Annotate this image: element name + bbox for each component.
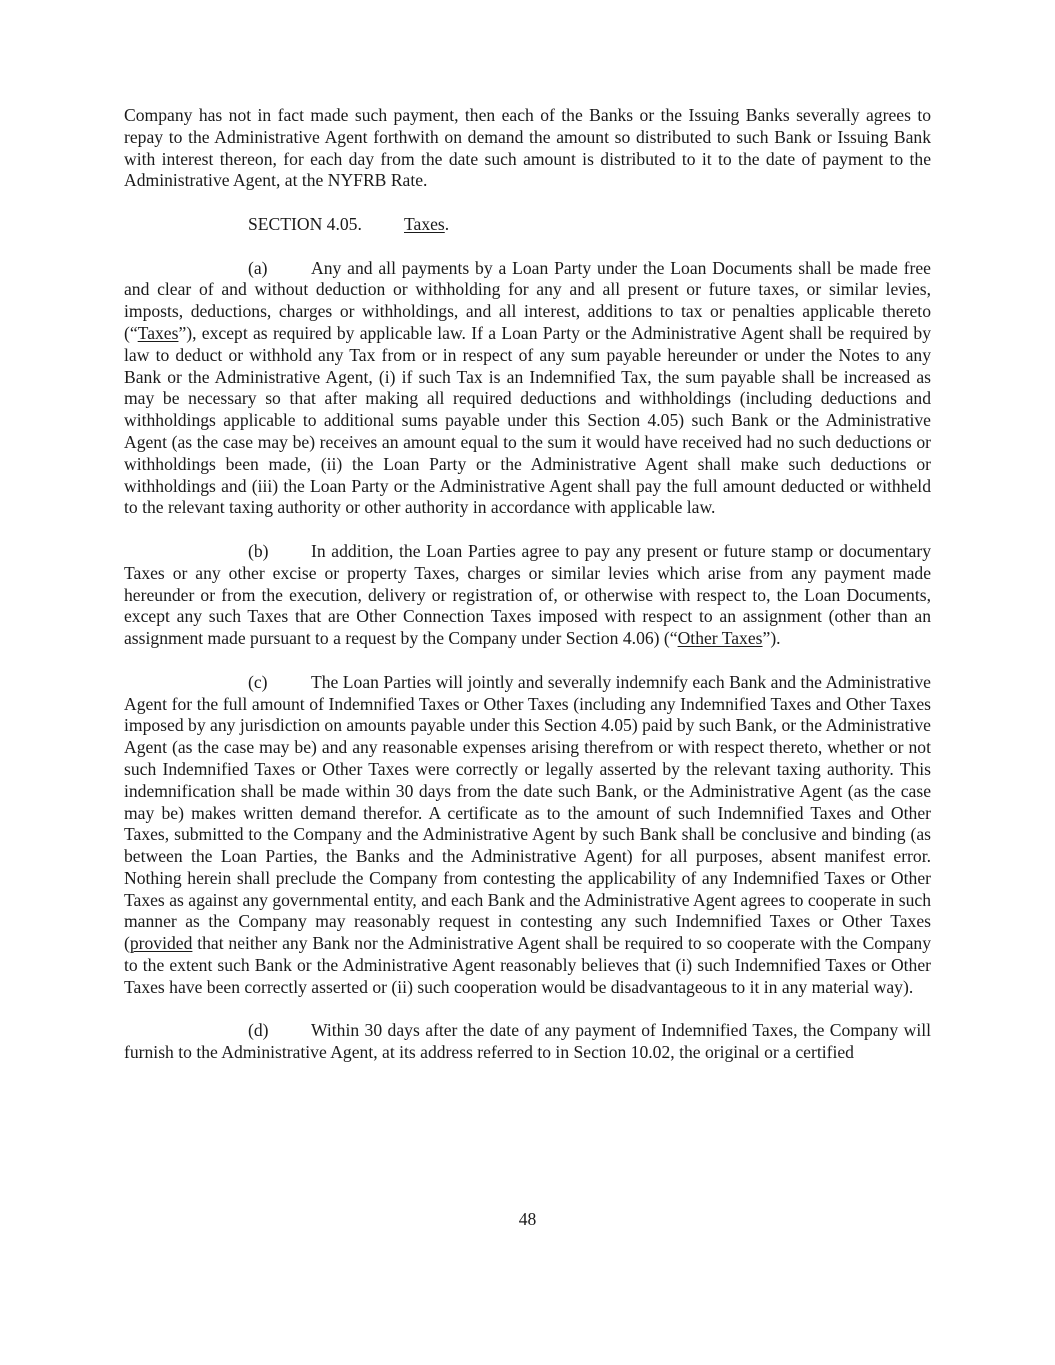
section-number: SECTION 4.05.: [248, 213, 362, 234]
page-number: 48: [518, 1209, 537, 1229]
paragraph-a: [124, 258, 931, 520]
paragraph-c-text-1: The Loan Parties will jointly and severally indemnify each Bank and the Administrative Agent for the full amount of Indemnified Taxes or Other Taxes (including any Indemnified Taxes and Other Taxes imposed by any jurisdiction on amounts payable under this Section 4.05) paid by such Bank, or the Administrative Agent (as the case may be) and any reasonable expenses arising therefrom or with respect thereto, whether or not such Indemnified Taxes or Other Taxes were correctly or legally asserted by the relevant taxing authority. This indemnification shall be made within 30 days from the date such Bank, or the Administrative Agent (as the case may be) makes written demand therefor. A certificate as to the amount of such Indemnified Taxes and Other Taxes, submitted to the Company and the Administrative Agent by such Bank shall be conclusive and binding (as between the Loan Parties, the Banks and the Administrative Agent) for all purposes, absent manifest error. Nothing herein shall preclude the Company from contesting the applicability of any Indemnified Taxes or Other Taxes as against any governmental entity, and each Bank and the Administrative Agent agrees to cooperate in such manner as the Company may reasonably request in contesting any such Indemnified Taxes or Other Taxes (: [124, 671, 931, 954]
opening-paragraph: Company has not in fact made such payment, then each of the Banks or the Issuing Banks severally agrees to repay to the Administrative Agent forthwith on demand the amount so distributed to such Bank or Issuing Bank with interest thereon, for each day from the date such amount is distributed to it to the date of payment to the Administrative Agent, at the NYFRB Rate.: [124, 105, 931, 191]
underlined-provided: provided: [129, 933, 193, 954]
defined-term-other-taxes: Other Taxes: [677, 628, 763, 649]
paragraph-c: [124, 672, 931, 999]
paragraph-d-text-1: Within 30 days after the date of any payment of Indemnified Taxes, the Company will furnish to the Administrative Agent, at its address referred to in Section 10.02, the original or a certified: [124, 1020, 931, 1063]
section-heading: [248, 214, 931, 236]
defined-term-taxes: Taxes: [137, 322, 179, 343]
paragraph-b-text-2: ”).: [762, 628, 781, 649]
paragraph-c-text-2: that neither any Bank nor the Administrative Agent shall be required to so cooperate with the Company to the extent such Bank or the Administrative Agent reasonably believes that (i) such Indemnified Taxes or Other Taxes have been correctly asserted or (ii) such cooperation would be disadvantageous to it in any material way).: [124, 933, 931, 997]
paragraph-a-text-2: ”), except as required by applicable law. If a Loan Party or the Administrative Agent shall be required by law to deduct or withhold any Tax from or in respect of any sum payable hereunder or under the Notes to any Bank or the Administrative Agent, (i) if such Tax is an Indemnified Tax, the sum payable shall be increased as may be necessary so that after making all required deductions and withholdings (including deductions and withholdings applicable to additional sums payable under this Section 4.05) such Bank or the Administrative Agent (as the case may be) receives an amount equal to the sum it would have received had no such deductions or withholdings been made, (ii) the Loan Party or the Administrative Agent shall make such deductions or withholdings and (iii) the Loan Party or the Administrative Agent shall pay the full amount deducted or withheld to the relevant taxing authority or other authority in accordance with applicable law.: [124, 322, 931, 518]
paragraph-b-label: (b): [248, 540, 269, 561]
paragraph-a-text-1: Any and all payments by a Loan Party under the Loan Documents shall be made free and clear of and without deduction or withholding for any and all present or future taxes, or similar levies, imposts, deductions, charges or withholdings, and all interest, additions to tax or penalties applicable thereto (“: [124, 257, 931, 343]
paragraph-c-label: (c): [248, 671, 268, 692]
paragraph-b: [124, 541, 931, 650]
paragraph-a-label: (a): [248, 257, 268, 278]
paragraph-d: [124, 1020, 931, 1064]
paragraph-b-text-1: In addition, the Loan Parties agree to pay any present or future stamp or documentary Taxes or any other excise or property Taxes, charges or similar levies which arise from any payment made hereunder or from the execution, delivery or registration of, or otherwise with respect to, the Loan Documents, except any such Taxes that are Other Connection Taxes imposed with respect to an assignment (other than an assignment made pursuant to a request by the Company under Section 4.06) (“: [124, 540, 931, 649]
section-title-suffix: .: [444, 213, 450, 234]
paragraph-d-label: (d): [248, 1020, 269, 1041]
section-title: Taxes: [404, 213, 445, 234]
document-body: [124, 105, 931, 1086]
